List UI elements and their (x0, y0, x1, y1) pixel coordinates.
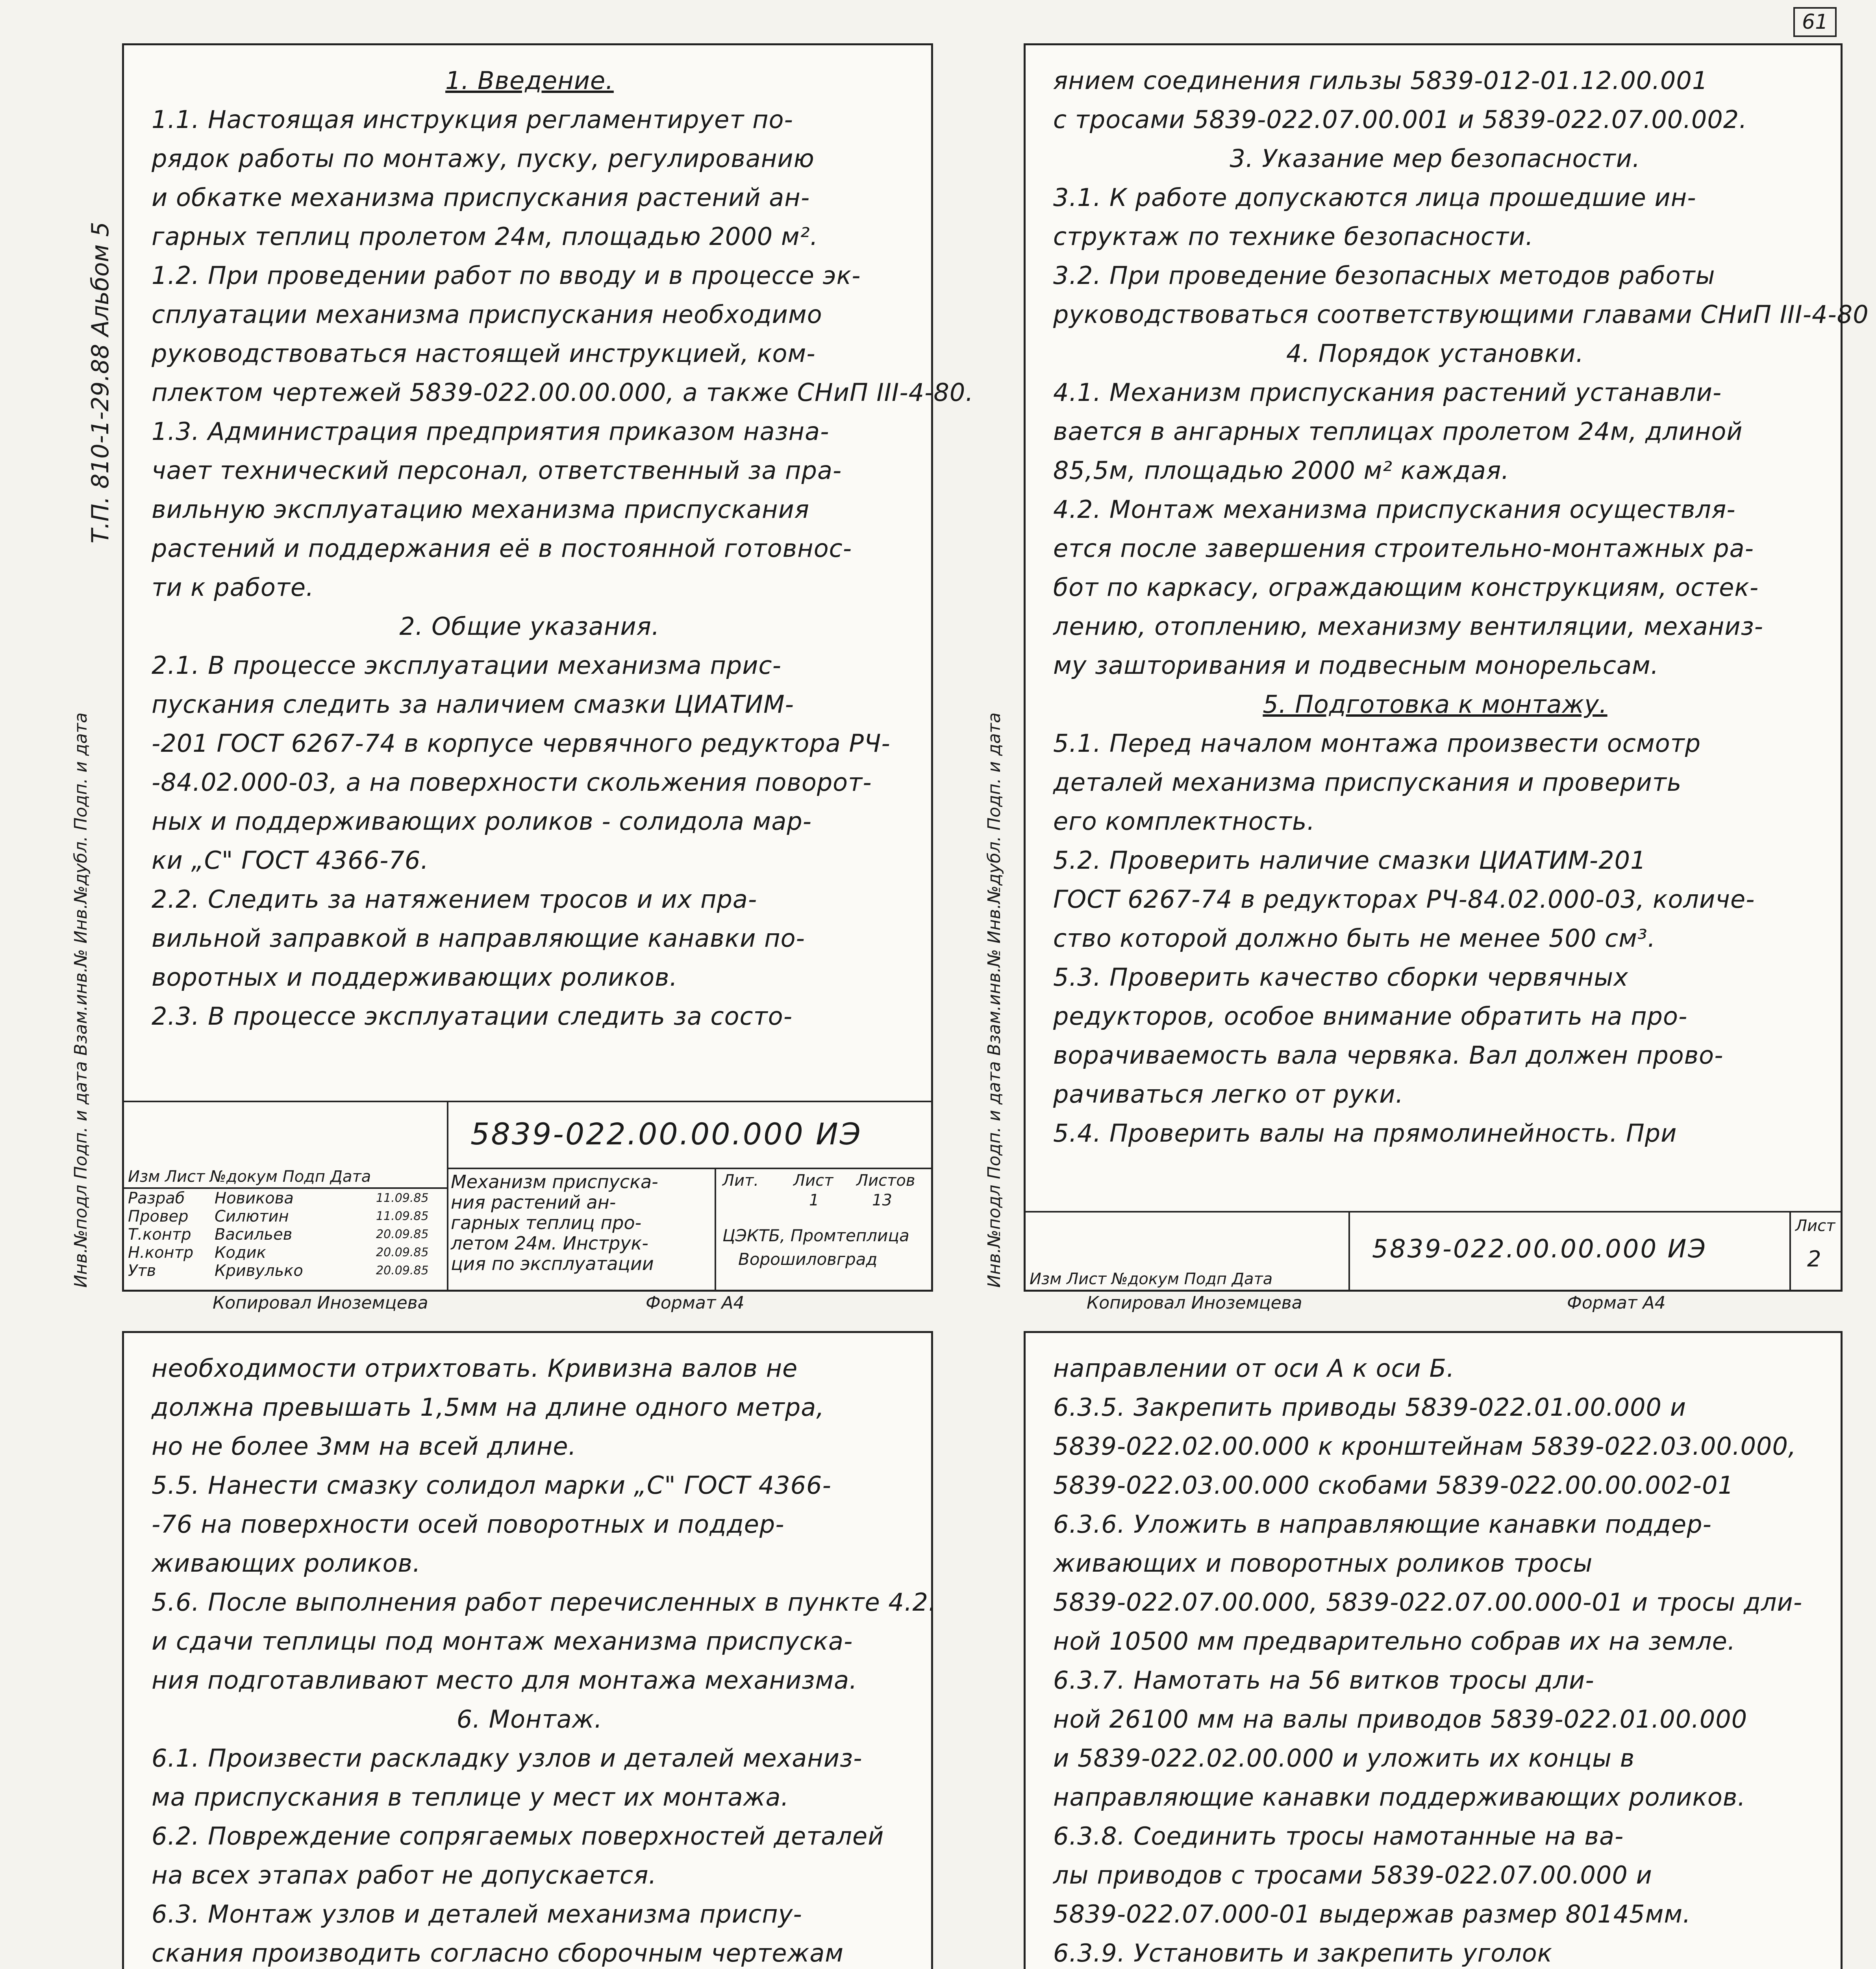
text-line: 6.3.8. Соединить тросы намотанные на ва- (1053, 1822, 1624, 1850)
page-4 (1024, 1331, 1843, 1969)
page-1-body (152, 61, 974, 1036)
text-line: 2. Общие указания. (399, 612, 660, 641)
text-line: 6.1. Произвести раскладку узлов и деталей механиз- (152, 1744, 863, 1772)
text-line: 4.1. Механизм приспускания растений устанавли- (1053, 378, 1722, 407)
text-line: живающих и поворотных роликов тросы (1053, 1549, 1593, 1578)
text-line: вается в ангарных теплицах пролетом 24м, длиной (1053, 417, 1743, 446)
text-line: ется после завершения строительно-монтажных ра- (1053, 534, 1754, 563)
stamp-org-1: ЦЭКТБ, Промтеплица (722, 1226, 909, 1245)
text-line: 1.2. При проведении работ по вводу и в процессе эк- (152, 261, 861, 290)
text-line: руководствоваться настоящей инструкцией, ком- (152, 339, 816, 368)
text-line: 2.1. В процессе эксплуатации механизма прис- (152, 651, 782, 680)
text-line: структаж по технике безопасности. (1053, 222, 1534, 251)
stamp-title: Механизм приспуска- ния растений ан- гарных теплиц про- летом 24м. Инструк- ция по эксплуатации (451, 1171, 658, 1274)
text-line: должна превышать 1,5мм на длине одного метра, (152, 1393, 824, 1422)
text-line: ворачиваемость вала червяка. Вал должен прово- (1053, 1041, 1724, 1070)
text-line: -76 на поверхности осей поворотных и поддер- (152, 1510, 785, 1539)
text-line: 5839-022.07.00.000, 5839-022.07.00.000-01 и тросы дли- (1053, 1588, 1803, 1617)
stamp-org-2: Ворошиловград (738, 1250, 878, 1269)
text-line: ти к работе. (152, 573, 314, 602)
copied-by-2: Копировал Иноземцева (1087, 1293, 1302, 1313)
text-line: чает технический персонал, ответственный за пра- (152, 456, 842, 485)
stamp-header: Изм Лист №докум Подп Дата (128, 1168, 371, 1186)
page-1 (122, 43, 974, 1292)
text-line: его комплектность. (1053, 807, 1315, 836)
text-line: 5839-022.07.000-01 выдержав размер 80145мм. (1053, 1900, 1691, 1928)
stamp-header-2: Изм Лист №докум Подп Дата (1030, 1270, 1273, 1288)
copied-by-1: Копировал Иноземцева (213, 1293, 428, 1313)
sheet-number-2: 2 (1807, 1246, 1821, 1272)
text-line: 5.6. После выполнения работ перечисленных в пункте 4.2. (152, 1588, 937, 1617)
sheet-number: 61 (1793, 7, 1837, 37)
page-4-body (1053, 1349, 1817, 1969)
text-line: 85,5м, площадью 2000 м² каждая. (1053, 456, 1510, 485)
text-line: 6.3.7. Намотать на 56 витков тросы дли- (1053, 1666, 1595, 1695)
text-line: 4. Порядок установки. (1286, 339, 1584, 368)
text-line: ной 26100 мм на валы приводов 5839-022.01.00.000 (1053, 1705, 1748, 1734)
page-3 (122, 1331, 937, 1969)
text-line: растений и поддержания её в постоянной готовнос- (152, 534, 852, 563)
doc-code-2: 5839-022.00.00.000 ИЭ (1372, 1235, 1707, 1264)
text-line: деталей механизма приспускания и проверить (1053, 768, 1682, 797)
format-2: Формат А4 (1567, 1293, 1666, 1313)
text-line: рачиваться легко от руки. (1053, 1080, 1404, 1109)
text-line: направляющие канавки поддерживающих роликов. (1053, 1783, 1746, 1811)
stamp-names: Новикова Силютин Васильев Кодик Кривулько (215, 1189, 303, 1280)
page-3-body (152, 1349, 937, 1969)
text-line: 5839-022.02.00.000 к кронштейнам 5839-022.03.00.000, (1053, 1432, 1796, 1461)
text-line: бот по каркасу, ограждающим конструкциям, остек- (1053, 573, 1759, 602)
text-line: 6.3. Монтаж узлов и деталей механизма приспу- (152, 1900, 802, 1928)
text-line: 5.3. Проверить качество сборки червячных (1053, 963, 1629, 992)
text-line: ма приспускания в теплице у мест их монтажа. (152, 1783, 789, 1811)
text-line: 6.3.9. Установить и закрепить уголок (1053, 1939, 1553, 1967)
text-line: живающих роликов. (152, 1549, 421, 1578)
side-labels-1: Инв.№подл Подп. и дата Взам.инв.№ Инв.№дубл. Подп. и дата (71, 712, 91, 1288)
text-line: лению, отоплению, механизму вентиляции, механиз- (1053, 612, 1764, 641)
doc-code: 5839-022.00.00.000 ИЭ (470, 1116, 862, 1151)
text-line: 3.1. К работе допускаются лица прошедшие ин- (1053, 183, 1696, 212)
text-line: руководствоваться соответствующими главами СНиП ІІІ-4-80 (1053, 300, 1869, 329)
stamp-sheets-label: Листов (856, 1172, 915, 1190)
text-line: ство которой должно быть не менее 500 см³. (1053, 924, 1656, 953)
text-line: 5. Подготовка к монтажу. (1263, 690, 1607, 719)
text-line: 5.5. Нанести смазку солидол марки „С" ГОСТ 4366- (152, 1471, 832, 1500)
stamp-sheets-val: 13 (872, 1191, 892, 1209)
text-line: плектом чертежей 5839-022.00.00.000, а также СНиП ІІІ-4-80. (152, 378, 974, 407)
text-line: рядок работы по монтажу, пуску, регулированию (152, 144, 815, 173)
text-line: вильной заправкой в направляющие канавки по- (152, 924, 805, 953)
title-block-top (124, 1101, 931, 1102)
text-line: 5839-022.03.00.000 скобами 5839-022.00.00.002-01 (1053, 1471, 1734, 1500)
stamp-sheet-val: 1 (809, 1191, 819, 1209)
text-line: с тросами 5839-022.07.00.001 и 5839-022.07.00.002. (1053, 105, 1747, 134)
text-line: янием соединения гильзы 5839-012-01.12.00.001 (1053, 66, 1708, 95)
text-line: ния подготавливают место для монтажа механизма. (152, 1666, 857, 1695)
text-line: 3.2. При проведение безопасных методов работы (1053, 261, 1715, 290)
text-line: и сдачи теплицы под монтаж механизма приспуска- (152, 1627, 853, 1656)
text-line: ГОСТ 6267-74 в редукторах РЧ-84.02.000-03, количе- (1053, 885, 1755, 914)
text-line: на всех этапах работ не допускается. (152, 1861, 657, 1889)
text-line: 5.1. Перед началом монтажа произвести осмотр (1053, 729, 1701, 758)
text-line: 2.3. В процессе эксплуатации следить за состо- (152, 1002, 793, 1031)
text-line: 6.3.6. Уложить в направляющие канавки поддер- (1053, 1510, 1712, 1539)
text-line: вильную эксплуатацию механизма приспускания (152, 495, 810, 524)
text-line: 4.2. Монтаж механизма приспускания осуществля- (1053, 495, 1736, 524)
page-2 (1024, 43, 1869, 1292)
stamp-lit: Лит. (722, 1172, 759, 1190)
text-line: необходимости отрихтовать. Кривизна валов не (152, 1354, 798, 1383)
text-line: 1.1. Настоящая инструкция регламентирует по- (152, 105, 793, 134)
text-line: и обкатке механизма приспускания растений ан- (152, 183, 810, 212)
text-line: сплуатации механизма приспускания необходимо (152, 300, 822, 329)
text-line: ки „С" ГОСТ 4366-76. (152, 846, 429, 875)
text-line: 6.2. Повреждение сопрягаемых поверхностей деталей (152, 1822, 884, 1850)
format-1: Формат А4 (646, 1293, 744, 1313)
text-line: 6. Монтаж. (456, 1705, 603, 1734)
text-line: 6.3.5. Закрепить приводы 5839-022.01.00.000 и (1053, 1393, 1686, 1422)
text-line: 3. Указание мер безопасности. (1230, 144, 1641, 173)
text-line: -201 ГОСТ 6267-74 в корпусе червячного редуктора РЧ- (152, 729, 891, 758)
side-labels-2: Инв.№подл Подп. и дата Взам.инв.№ Инв.№дубл. Подп. и дата (984, 712, 1004, 1288)
text-line: 1.3. Администрация предприятия приказом назна- (152, 417, 830, 446)
text-line: редукторов, особое внимание обратить на про- (1053, 1002, 1688, 1031)
text-line: лы приводов с тросами 5839-022.07.00.000 и (1053, 1861, 1652, 1889)
text-line: направлении от оси А к оси Б. (1053, 1354, 1455, 1383)
stamp-dates: 11.09.85 11.09.85 20.09.85 20.09.85 20.09.85 (376, 1191, 429, 1277)
text-line: 2.2. Следить за натяжением тросов и их пра- (152, 885, 757, 914)
stamp-roles: Разраб Провер Т.контр Н.контр Утв (128, 1189, 194, 1280)
text-line: пускания следить за наличием смазки ЦИАТИМ- (152, 690, 794, 719)
text-line: и 5839-022.02.00.000 и уложить их концы в (1053, 1744, 1635, 1772)
stamp-sheet-label: Лист (793, 1172, 833, 1190)
sheet-label-2: Лист (1795, 1217, 1835, 1235)
album-label: Т.П. 810-1-29.88 Альбом 5 (87, 222, 114, 543)
text-line: му зашторивания и подвесным монорельсам. (1053, 651, 1659, 680)
text-line: воротных и поддерживающих роликов. (152, 963, 678, 992)
text-line: ных и поддерживающих роликов - солидола мар- (152, 807, 812, 836)
page-2-body (1053, 61, 1869, 1153)
text-line: ной 10500 мм предварительно собрав их на земле. (1053, 1627, 1736, 1656)
text-line: 5.2. Проверить наличие смазки ЦИАТИМ-201 (1053, 846, 1646, 875)
text-line: 1. Введение. (445, 66, 614, 95)
text-line: скания производить согласно сборочным чертежам (152, 1939, 844, 1967)
text-line: -84.02.000-03, а на поверхности скольжения поворот- (152, 768, 872, 797)
text-line: гарных теплиц пролетом 24м, площадью 2000 м². (152, 222, 819, 251)
text-line: но не более 3мм на всей длине. (152, 1432, 577, 1461)
text-line: 5.4. Проверить валы на прямолинейность. При (1053, 1119, 1677, 1148)
